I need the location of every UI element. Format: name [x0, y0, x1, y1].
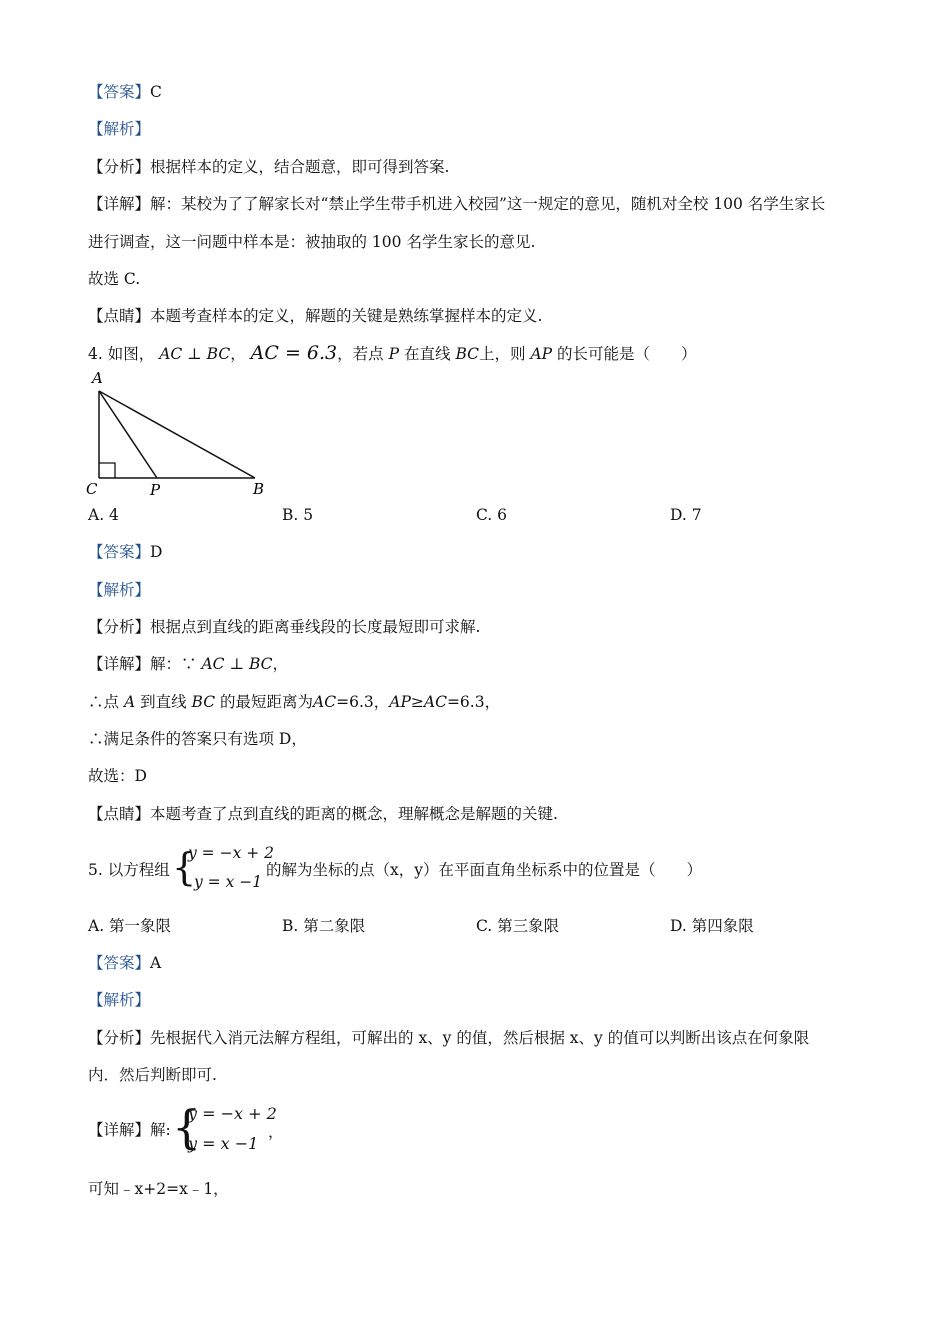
q5-xiangjie-equation-2: y = x −1	[188, 1134, 259, 1153]
xiangjie-pre: 解:	[150, 1121, 171, 1139]
xiangjie-tag: 【详解】	[88, 1121, 151, 1139]
q5-xiangjie-equation-1: y = −x + 2	[188, 1104, 277, 1123]
q3-answer-line	[88, 82, 162, 102]
segment-ac-text: AC	[313, 693, 337, 711]
xiangjie-pre: 解：∵	[150, 655, 197, 673]
q4-analysis-tag: 【解析】	[88, 581, 151, 599]
dianjing-tag: 【点睛】	[88, 805, 151, 823]
q5-stem-b: 的解为坐标的点（x，y）在平面直角坐标系中的位置是（ ）	[266, 861, 703, 879]
q4-condition-length: AC = 6.3	[250, 342, 338, 364]
q5-fenxi-line-2: 内．然后判断即可.	[88, 1066, 217, 1084]
dianjing-text: 本题考查样本的定义，解题的关键是熟练掌握样本的定义.	[150, 307, 543, 325]
fenxi-tag: 【分析】	[88, 1029, 151, 1047]
q3-xiangjie-line-1	[88, 194, 825, 214]
q4-point-p: P	[388, 345, 400, 363]
q3-choice: 故选 C.	[88, 270, 141, 288]
q5-option-b: B. 第二象限	[282, 917, 366, 935]
q4-condition-perpendicular: AC ⊥ BC	[159, 345, 231, 363]
q3-analysis-tag: 【解析】	[88, 120, 151, 138]
answer-value: A	[150, 954, 162, 972]
fenxi-text: 根据点到直线的距离垂线段的长度最短即可求解.	[150, 618, 481, 636]
q4-derivation-line-1	[88, 692, 500, 712]
q5-equation-2: y = x −1	[194, 873, 263, 891]
label-b: B	[253, 480, 265, 498]
answer-tag: 【答案】	[88, 83, 151, 101]
line-bc: BC	[191, 693, 216, 711]
q5-stem-prefix	[88, 860, 170, 880]
q4-xiangjie-line	[88, 654, 288, 674]
q4-derivation-line-2: ∴满足条件的答案只有选项 D，	[88, 730, 307, 748]
q5-number: 5.	[88, 861, 103, 879]
derivation-text: ∴点	[88, 693, 120, 711]
derivation-text: =6.3，	[446, 693, 501, 711]
q4-option-c: C. 6	[476, 506, 508, 524]
q5-xiangjie-post: ，	[268, 1123, 284, 1141]
q5-analysis-tag: 【解析】	[88, 991, 151, 1009]
xiangjie-tag: 【详解】	[88, 195, 151, 213]
segment-ap-text: AP	[389, 693, 411, 711]
q4-stem-b: ，若点	[337, 345, 384, 363]
derivation-text: =6.3，	[336, 693, 390, 711]
q4-number: 4.	[88, 345, 103, 363]
xiangjie-post: ，	[272, 655, 289, 673]
segment-ab	[99, 391, 255, 478]
q3-xiangjie-line-2: 进行调查，这一问题中样本是：被抽取的 100 名学生家长的意见.	[88, 233, 536, 251]
q3-dianjing-line	[88, 306, 542, 326]
q4-dianjing-line	[88, 804, 558, 824]
q4-fenxi-line	[88, 617, 480, 637]
q4-choice: 故选：D	[88, 767, 147, 785]
answer-tag: 【答案】	[88, 543, 151, 561]
answer-value: D	[150, 543, 163, 561]
q4-answer-line	[88, 542, 162, 562]
q5-xiangjie-prefix	[88, 1120, 171, 1140]
xiangjie-tag: 【详解】	[88, 655, 151, 673]
q4-option-a: A. 4	[88, 506, 119, 524]
fenxi-tag: 【分析】	[88, 158, 151, 176]
dianjing-tag: 【点睛】	[88, 307, 151, 325]
answer-value: C	[150, 83, 162, 101]
derivation-text: 到直线	[140, 693, 187, 711]
q5-fenxi-line-1	[88, 1028, 809, 1048]
triangle-figure	[82, 366, 282, 501]
right-angle-mark	[99, 463, 115, 478]
xiangjie-condition: AC ⊥ BC	[201, 655, 273, 673]
q5-answer-line	[88, 953, 161, 973]
q4-stem-d: 上，则	[478, 345, 526, 363]
label-p: P	[150, 481, 161, 499]
point-a: A	[123, 693, 136, 711]
dianjing-text: 本题考查了点到直线的距离的概念，理解概念是解题的关键.	[150, 805, 558, 823]
q4-segment-ap: AP	[530, 345, 553, 363]
segment-ap	[99, 391, 157, 478]
segment-ac-text: AC	[423, 693, 447, 711]
fenxi-text: 先根据代入消元法解方程组，可解出的 x、y 的值，然后根据 x、y 的值可以判断出该点在何象限	[150, 1029, 810, 1047]
derivation-text: 的最短距离为	[220, 693, 314, 711]
xiangjie-text: 解：某校为了了解家长对“禁止学生带手机进入校园”这一规定的意见，随机对全校 100 名学生家长	[150, 195, 826, 213]
q4-option-b: B. 5	[282, 506, 314, 524]
answer-tag: 【答案】	[88, 954, 151, 972]
label-c: C	[86, 480, 98, 498]
q4-stem	[88, 343, 697, 364]
q4-stem-e: 的长可能是（ ）	[557, 345, 697, 363]
left-brace: {	[172, 845, 197, 889]
fenxi-tag: 【分析】	[88, 618, 151, 636]
geq-sign: ≥	[410, 693, 424, 711]
label-a: A	[92, 369, 103, 387]
q5-last-line: 可知﹣x+2=x﹣1，	[88, 1180, 229, 1198]
q5-option-c: C. 第三象限	[476, 917, 560, 935]
q4-comma: ，	[230, 345, 246, 363]
fenxi-text: 根据样本的定义，结合题意，即可得到答案.	[150, 158, 450, 176]
q4-stem-a: 如图，	[107, 345, 155, 363]
q5-stem-a: 以方程组	[107, 861, 170, 879]
q4-stem-c: 在直线	[403, 345, 451, 363]
q4-option-d: D. 7	[670, 506, 702, 524]
q4-line-bc: BC	[455, 345, 479, 363]
q5-equation-1: y = −x + 2	[188, 844, 275, 862]
left-brace: {	[172, 1100, 202, 1154]
q5-option-a: A. 第一象限	[88, 917, 172, 935]
q3-fenxi-line	[88, 157, 449, 177]
q5-option-d: D. 第四象限	[670, 917, 754, 935]
